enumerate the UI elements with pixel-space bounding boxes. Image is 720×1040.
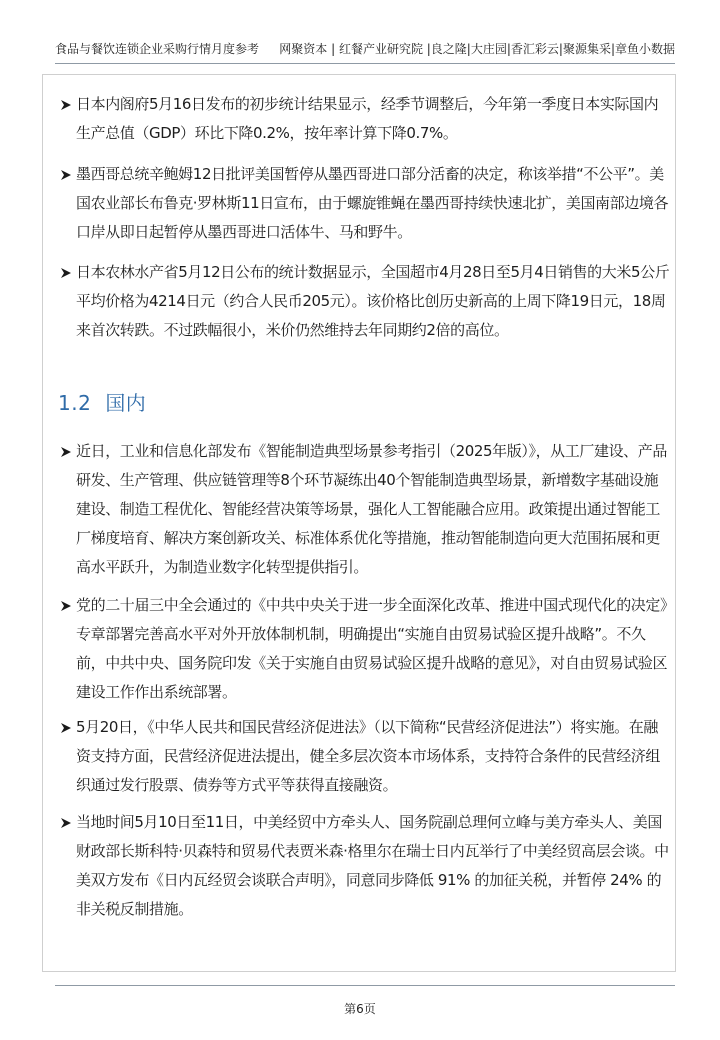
section-heading — [58, 388, 146, 418]
list-item-text: 党的二十届三中全会通过的《中共中央关于进一步全面深化改革、推进中国式现代化的决定》专章部署完善高水平对外开放体制机制，明确提出“实施自由贸易试验区提升战略”。不久前，中共中央、国务院印发《关于实施自由贸易试验区提升战略的意见》，对自由贸易试验区建设工作作出系统部署。 — [76, 596, 668, 701]
list-item — [58, 90, 670, 148]
list-item-text: 日本内阁府5月16日发布的初步统计结果显示，经季节调整后，今年第一季度日本实际国内生产总值（GDP）环比下降0.2%，按年率计算下降0.7%。 — [76, 95, 659, 142]
header-divider — [55, 63, 675, 64]
footer-divider — [55, 985, 675, 986]
arrow-bullet-icon — [58, 437, 74, 466]
list-item — [58, 808, 670, 924]
list-item — [58, 591, 670, 707]
list-item-text: 5月20日，《中华人民共和国民营经济促进法》（以下简称“民营经济促进法”）将实施。在融资支持方面，民营经济促进法提出，健全多层次资本市场体系，支持符合条件的民营经济组织通过发行股票、债券等方式平等获得直接融资。 — [76, 718, 661, 794]
list-item-text: 墨西哥总统辛鲍姆12日批评美国暂停从墨西哥进口部分活畜的决定，称该举措“不公平”。美国农业部长布鲁克·罗林斯11日宣布，由于螺旋锥蝇在墨西哥持续快速北扩，美国南部边境各口岸从即日起暂停从墨西哥进口活体牛、马和野牛。 — [76, 165, 669, 241]
header-report-title: 食品与餐饮连锁企业采购行情月度参考 — [55, 41, 260, 56]
list-item-text: 日本农林水产省5月12日公布的统计数据显示，全国超市4月28日至5月4日销售的大米5公斤平均价格为4214日元（约合人民币205元）。该价格比创历史新高的上周下降19日元，18周来首次转跌。不过跌幅很小，米价仍然维持去年同期约2倍的高位。 — [76, 263, 670, 339]
arrow-bullet-icon — [58, 713, 74, 742]
arrow-bullet-icon — [58, 258, 74, 287]
list-item — [58, 437, 670, 582]
list-item-text: 当地时间5月10日至11日，中美经贸中方牵头人、国务院副总理何立峰与美方牵头人、美国财政部长斯科特·贝森特和贸易代表贾米森·格里尔在瑞士日内瓦举行了中美经贸高层会谈。中美双方发布《日内瓦经贸会谈联合声明》，同意同步降低 91% 的加征关税，并暂停 24% 的非关税反制措施。 — [76, 813, 669, 918]
section-title: 国内 — [105, 391, 147, 415]
list-item — [58, 160, 670, 247]
page-number: 第6页 — [344, 1002, 376, 1016]
arrow-bullet-icon — [58, 160, 74, 189]
arrow-bullet-icon — [58, 591, 74, 620]
section-number: 1.2 — [58, 391, 92, 415]
list-item — [58, 713, 670, 800]
list-item-text: 近日，工业和信息化部发布《智能制造典型场景参考指引（2025年版）》，从工厂建设、产品研发、生产管理、供应链管理等8个环节凝练出40个智能制造典型场景，新增数字基础设施建设、制造工程优化、智能经营决策等场景，强化人工智能融合应用。政策提出通过智能工厂梯度培育、解决方案创新攻关、标准体系优化等措施，推动智能制造向更大范围拓展和更高水平跃升，为制造业数字化转型提供指引。 — [76, 442, 667, 576]
arrow-bullet-icon — [58, 808, 74, 837]
header-publishers: 网聚资本 | 红餐产业研究院 |良之隆|大庄园|香汇彩云|聚源集采|章鱼小数据 — [279, 41, 675, 56]
arrow-bullet-icon — [58, 90, 74, 119]
list-item — [58, 258, 670, 345]
page-header — [55, 36, 675, 60]
